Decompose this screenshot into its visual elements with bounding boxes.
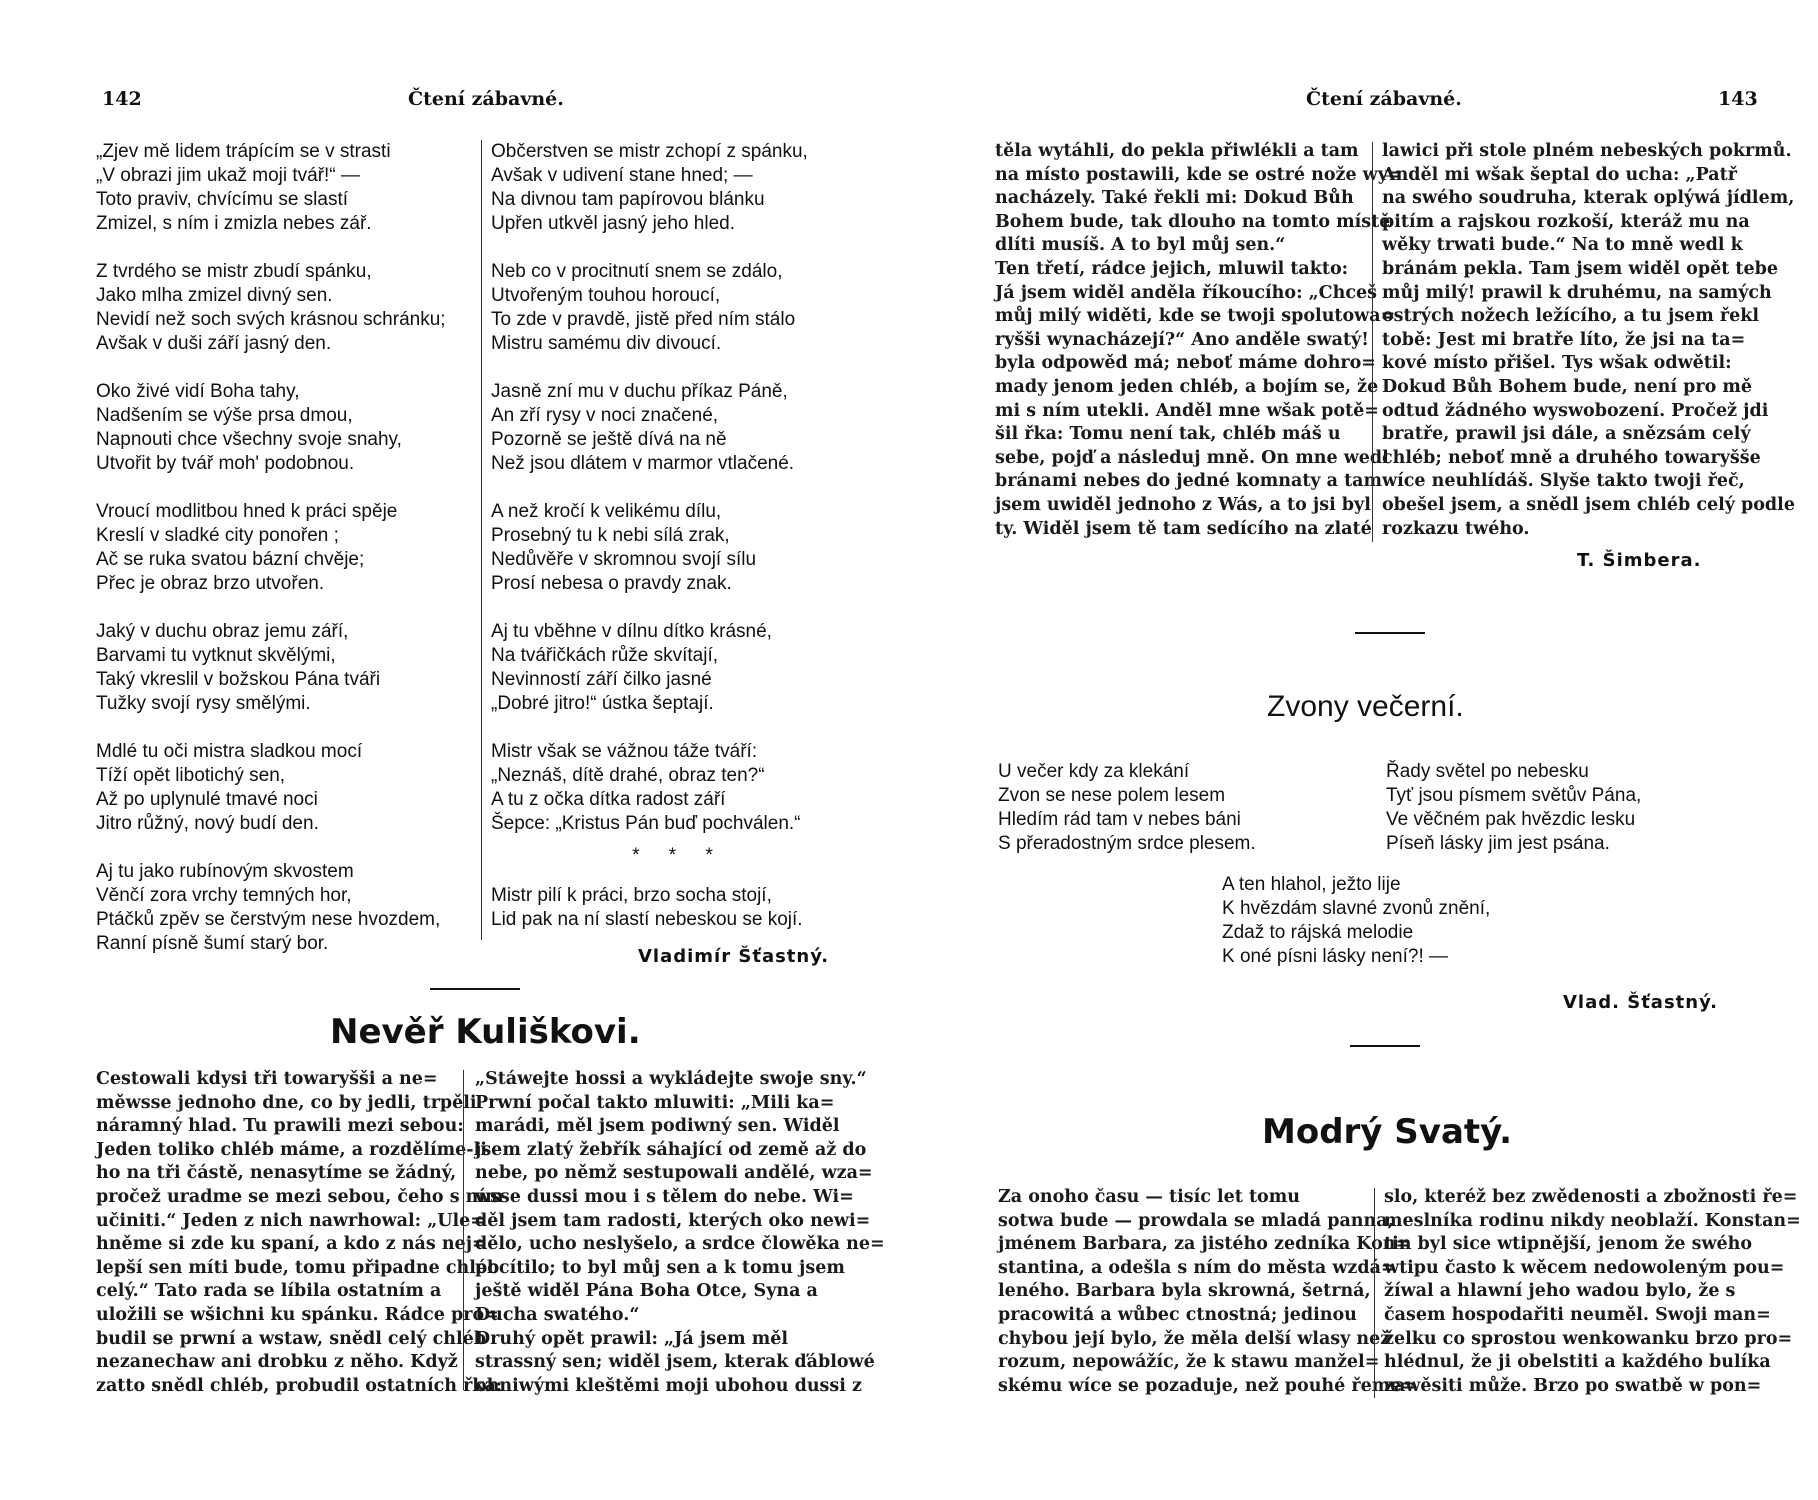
poem-line: Neb co v procitnutí snem se zdálo, xyxy=(491,261,783,282)
poem-line: Občerstven se mistr zchopí z spánku, xyxy=(491,141,808,162)
story-line: sebe, pojď a následuj mně. On mne wedl xyxy=(995,447,1389,468)
poem-line: Ptáčků zpěv se čerstvým nese hvozdem, xyxy=(96,909,441,930)
poem-line: Mistr pilí k práci, brzo socha stojí, xyxy=(491,885,772,906)
story-line: učiniti.“ Jeden z nich nawrhowal: „Ule= xyxy=(96,1210,485,1231)
story-line: ještě widěl Pána Boha Otce, Syna a xyxy=(475,1281,818,1302)
poem-line: „Zjev mě lidem trápícím se v strasti xyxy=(96,141,391,162)
story-line: můj milý widěti, kde se twoji spolutowa= xyxy=(995,306,1396,327)
story-line: chléb; neboť mně a druhého towaryšše xyxy=(1382,447,1761,468)
poem-stanza xyxy=(491,380,866,500)
poem-line: Oko živé vidí Boha tahy, xyxy=(96,381,300,402)
poem-line: Nevidí než soch svých krásnou schránku; xyxy=(96,309,446,330)
poem-line: A ten hlahol, ježto lije xyxy=(1222,874,1401,895)
story-line: želku co sprostou wenkowanku brzo pro= xyxy=(1384,1328,1793,1349)
story2-column-1 xyxy=(998,1186,1416,1398)
poem-line: Hledím rád tam v nebes báni xyxy=(998,809,1241,830)
story-line: dělo, ucho neslyšelo, a srdce člowěka ne= xyxy=(475,1234,885,1255)
poem-line: Tužky svojí rysy smělými. xyxy=(96,693,311,714)
poem-stanza xyxy=(491,740,866,836)
poem-line: Mistr však se vážnou táže tváří: xyxy=(491,741,758,762)
poem-line: Zdaž to rájská melodie xyxy=(1222,922,1414,943)
column-divider xyxy=(1372,142,1373,542)
poem-line: Tyť jsou písmem světův Pána, xyxy=(1386,785,1642,806)
story-line: ty. Widěl jsem tě tam sedícího na zlaté xyxy=(995,518,1372,539)
poem2-center-stanza xyxy=(1222,873,1490,969)
section-separator xyxy=(430,988,520,990)
poem-line: Na divnou tam papírovou blánku xyxy=(491,189,765,210)
story-column-1 xyxy=(96,1068,504,1398)
story-line: Bohem bude, tak dlouho na tomto místě xyxy=(995,211,1391,232)
right-page-number: 143 xyxy=(1718,88,1758,110)
story-line: ho na tři částě, nenasytíme se žádný, xyxy=(96,1163,457,1184)
poem2-author: Vlad. Šťastný. xyxy=(1563,992,1719,1013)
poem-line: An zří rysy v noci značené, xyxy=(491,405,719,426)
story-line: byla odpowěd má; neboť máme dohro= xyxy=(995,353,1376,374)
poem-line: Ranní písně šumí starý bor. xyxy=(96,933,329,954)
poem-line: Z tvrdého se mistr zbudí spánku, xyxy=(96,261,372,282)
story-line: náramný hlad. Tu prawili mezi sebou: xyxy=(96,1116,464,1137)
story-line: šil řka: Tomu není tak, chléb máš u xyxy=(995,424,1341,445)
story-line: Anděl mi wšak šeptal do ucha: „Patř xyxy=(1382,164,1737,185)
poem-line: Nevinností září čilko jasné xyxy=(491,669,712,690)
story-line: tin byl sice wtipnější, jenom že swého xyxy=(1384,1234,1753,1255)
story-column-2 xyxy=(475,1068,885,1398)
story-line: Za onoho času — tisíc let tomu xyxy=(998,1187,1300,1207)
section-separator xyxy=(1350,1045,1420,1047)
story-line: bránám pekla. Tam jsem widěl opět tebe xyxy=(1382,258,1778,279)
poem-line: Na tvářičkách růže skvítají, xyxy=(491,645,719,666)
story-title: Nevěř Kuliškovi. xyxy=(330,1012,641,1052)
story-line: ohniwými kleštěmi moji ubohou dussi z xyxy=(475,1375,862,1396)
story-line: žíwal a hlawní jeho wadou bylo, že s xyxy=(1384,1281,1736,1302)
story-line: wíce neuhlídáš. Slyše takto twoji řeč, xyxy=(1382,471,1745,492)
story-line: jsem zlatý žebřík sáhající od země až do xyxy=(475,1139,867,1160)
story2-title: Modrý Svatý. xyxy=(1262,1112,1513,1152)
story-line: pitím a rajskou rozkoší, kteráž mu na xyxy=(1382,211,1750,232)
story-line: mady jenom jeden chléb, a bojím se, že xyxy=(995,376,1379,397)
story-line: obešel jsem, a snědl jsem chléb celý podle xyxy=(1382,494,1795,515)
story-line: nebe, po němž sestupowali andělé, wza= xyxy=(475,1163,873,1184)
story-line: tobě: Jest mi bratře líto, že jsi na ta= xyxy=(1382,329,1746,350)
poem-line: Vroucí modlitbou hned k práci spěje xyxy=(96,501,398,522)
story-line: sotwa bude — prowdala se mladá panna, xyxy=(998,1210,1394,1231)
poem2-column-1 xyxy=(998,760,1256,856)
poem-line: Prosebný tu k nebi sílá zrak, xyxy=(491,525,730,546)
story-line: rozum, nepowážíc, že k stawu manžel= xyxy=(998,1352,1380,1373)
poem-line: K hvězdám slavné zvonů znění, xyxy=(1222,898,1491,919)
section-separator xyxy=(1355,632,1425,634)
poem-line: Přec je obraz brzo utvořen. xyxy=(96,573,325,594)
poem-line: Kreslí v sladké city ponořen ; xyxy=(96,525,339,546)
story-line: zawěsiti může. Brzo po swatbě w pon= xyxy=(1384,1375,1762,1396)
story-line: chybou její bylo, že měla delší wlasy než xyxy=(998,1328,1391,1349)
poem-stanza xyxy=(96,740,474,860)
story-line: rozkazu twého. xyxy=(1382,518,1530,539)
poem-line: Než jsou dlátem v marmor vtlačené. xyxy=(491,453,795,474)
story-line: ostrých nožech ležícího, a tu jsem řekl xyxy=(1382,306,1760,327)
story-line: lawici při stole plném nebeských pokrmů. xyxy=(1382,141,1792,161)
poem-line: Avšak v udivení stane hned; — xyxy=(491,165,753,186)
poem-line: Ač se ruka svatou bázní chvěje; xyxy=(96,549,365,570)
story-line: leného. Barbara byla skrowná, šetrná, xyxy=(998,1281,1371,1302)
asterism: * * * xyxy=(632,845,725,866)
story-line: pracowitá a wůbec ctnostná; jedinou xyxy=(998,1304,1357,1325)
poem-line: To zde v pravdě, jistě před ním stálo xyxy=(491,309,796,330)
story-line: hněme si zde ku spaní, a kdo z nás nej= xyxy=(96,1234,487,1255)
poem-stanza xyxy=(96,620,474,740)
story-line: pocítilo; to byl můj sen a k tomu jsem xyxy=(475,1257,845,1278)
poem-line: Avšak v duši září jasný den. xyxy=(96,333,332,354)
story-line: wěky trwati bude.“ Na to mně wedl k xyxy=(1382,235,1743,256)
story-continued-column-1 xyxy=(995,140,1403,541)
poem-line: „V obrazi jim ukaž moji tvář!“ — xyxy=(96,165,360,186)
poem-line: Utvořeným touhou horoucí, xyxy=(491,285,721,306)
poem-line: Mdlé tu oči mistra sladkou mocí xyxy=(96,741,363,762)
story2-column-2 xyxy=(1384,1186,1801,1398)
story-line: celý.“ Tato rada se líbila ostatním a xyxy=(96,1281,442,1302)
story-line: kové místo přišel. Tys wšak odwětil: xyxy=(1382,353,1732,374)
poem-stanza xyxy=(491,260,866,380)
poem-line: Utvořit by tvář moh' podobnou. xyxy=(96,453,355,474)
story-line: stantina, a odešla s ním do města wzdá= xyxy=(998,1257,1396,1278)
poem-stanza xyxy=(96,500,474,620)
poem-author: Vladimír Šťastný. xyxy=(638,946,830,967)
story-line: zatto snědl chléb, probudil ostatních řka: xyxy=(96,1375,503,1396)
poem-line: Lid pak na ní slastí nebeskou se kojí. xyxy=(491,909,803,930)
story-line: Ten třetí, rádce jejich, mluwil takto: xyxy=(995,258,1349,279)
poem-line: Jasně zní mu v duchu příkaz Páně, xyxy=(491,381,788,402)
poem-line: U večer kdy za klekání xyxy=(998,761,1190,782)
poem-line: Zvon se nese polem lesem xyxy=(998,785,1226,806)
poem-line: Věnčí zora vrchy temných hor, xyxy=(96,885,352,906)
story-line: slo, kteréž bez zwědenosti a zbožnosti ře= xyxy=(1384,1187,1798,1207)
poem-line: Až po uplynulé tmavé noci xyxy=(96,789,318,810)
story-line: meslníka rodinu nikdy neoblaží. Konstan= xyxy=(1384,1210,1801,1231)
story-line: Druhý opět prawil: „Já jsem měl xyxy=(475,1328,789,1349)
poem-line: A tu z očka dítka radost září xyxy=(491,789,726,810)
story-line: Prwní počal takto mluwiti: „Mili ka= xyxy=(475,1092,835,1113)
poem-line: Mistru samému div divoucí. xyxy=(491,333,722,354)
right-running-head: Čtení zábavné. xyxy=(1306,88,1462,110)
story-line: „Stáwejte hossi a wykládejte swoje sny.“ xyxy=(475,1069,867,1089)
story-line: Ducha swatého.“ xyxy=(475,1304,640,1325)
story-line: jsem uwiděl jednoho z Wás, a to jsi byl xyxy=(995,494,1371,515)
poem-line: Pozorně se ještě dívá na ně xyxy=(491,429,727,450)
story-line: hlédnul, že ji obelstiti a každého bulíka xyxy=(1384,1352,1771,1373)
left-running-head: Čtení zábavné. xyxy=(408,88,564,110)
poem-line: Barvami tu vytknut skvělými, xyxy=(96,645,336,666)
story-line: budil se prwní a wstaw, snědl celý chléb xyxy=(96,1328,487,1349)
poem-line: Napnouti chce všechny svoje snahy, xyxy=(96,429,402,450)
story-line: Já jsem widěl anděla říkoucího: „Chceš xyxy=(995,282,1377,303)
poem-line: Zmizel, s ním i zmizla nebes zář. xyxy=(96,213,372,234)
story-line: jménem Barbara, za jistého zedníka Kon= xyxy=(998,1234,1411,1255)
poem-stanza xyxy=(96,380,474,500)
poem-line: Nedůvěře v skromnou svojí sílu xyxy=(491,549,757,570)
story-line: wsse dussi mou i s tělem do nebe. Wi= xyxy=(475,1186,854,1207)
poem-line: Jaký v duchu obraz jemu září, xyxy=(96,621,349,642)
story-line: nezanechaw ani drobku z něho. Když xyxy=(96,1352,458,1373)
story-line: skému wíce se pozaduje, než pouhé řeme= xyxy=(998,1375,1417,1396)
poem-line: Řady světel po nebesku xyxy=(1386,761,1589,782)
poem-line: Nadšením se výše prsa dmou, xyxy=(96,405,353,426)
poem-line: A než kročí k velikému dílu, xyxy=(491,501,722,522)
story-line: wtipu často k wěcem nedowoleným pou= xyxy=(1384,1257,1785,1278)
story-line: Jeden toliko chléb máme, a rozdělíme-li xyxy=(96,1139,487,1160)
poem-line: Taký vkreslil v božskou Pána tváři xyxy=(96,669,381,690)
poem-line: Aj tu jako rubínovým skvostem xyxy=(96,861,354,882)
poem-stanza xyxy=(96,860,474,956)
story-line: bratře, prawil jsi dále, a snězsám celý xyxy=(1382,424,1751,445)
poem-line: Ve věčném pak hvězdic lesku xyxy=(1386,809,1636,830)
poem-line: Jako mlha zmizel divný sen. xyxy=(96,285,333,306)
poem-line: „Dobré jitro!“ ústka šeptají. xyxy=(491,693,714,714)
story-line: můj milý! prawil k druhému, na samých xyxy=(1382,282,1772,303)
story-line: Cestowali kdysi tři towaryšši a ne= xyxy=(96,1069,438,1089)
story-line: uložili se wšichni ku spánku. Rádce pro= xyxy=(96,1304,499,1325)
story-line: odtud žádného wyswobození. Pročež jdi xyxy=(1382,400,1769,421)
poem-line: Toto praviv, chvícímu se slastí xyxy=(96,189,349,210)
story-line: Dokud Bůh Bohem bude, není pro mě xyxy=(1382,376,1752,397)
story-line: těla wytáhli, do pekla přiwlékli a tam xyxy=(995,141,1359,161)
poem-line: K oné písni lásky není?! — xyxy=(1222,946,1449,967)
poem-line: Upřen utkvěl jasný jeho hled. xyxy=(491,213,735,234)
story-line: marádi, měl jsem podiwný sen. Widěl xyxy=(475,1116,840,1137)
story-line: lepší sen míti bude, tomu připadne chléb xyxy=(96,1257,500,1278)
story-line: pročež uradme se mezi sebou, čeho s ním xyxy=(96,1186,504,1207)
poem-line: „Neznáš, dítě drahé, obraz ten?“ xyxy=(491,765,765,786)
story-author: T. Šimbera. xyxy=(1577,550,1702,571)
poem-line: Aj tu vběhne v dílnu dítko krásné, xyxy=(491,621,772,642)
poem-column-2 xyxy=(491,140,866,932)
column-divider xyxy=(481,140,482,940)
story-line: strassný sen; widěl jsem, kterak ďáblowé xyxy=(475,1352,875,1373)
poem-column-1 xyxy=(96,140,474,956)
column-divider xyxy=(463,1070,464,1390)
poem-stanza xyxy=(96,140,474,260)
poem-line: Prosí nebesa o pravdy znak. xyxy=(491,573,732,594)
story-line: ryšši wynacházejí?“ Ano anděle swatý! xyxy=(995,329,1369,350)
story-line: mi s ním utekli. Anděl mne wšak potě= xyxy=(995,400,1379,421)
poem-line: Jitro růžný, nový budí den. xyxy=(96,813,319,834)
story-line: měwsse jednoho dne, co by jedli, trpěli xyxy=(96,1092,477,1113)
poem-stanza xyxy=(491,500,866,620)
story-line: děl jsem tam radosti, kterých oko newi= xyxy=(475,1210,871,1231)
poem-line: Píseň lásky jim jest psána. xyxy=(1386,833,1610,854)
story-line: časem hospodařiti neuměl. Swoji man= xyxy=(1384,1304,1771,1325)
poem2-title: Zvony večerní. xyxy=(1267,690,1464,723)
story-line: na místo postawili, kde se ostré nože wy= xyxy=(995,164,1403,185)
poem-line: S přeradostným srdce plesem. xyxy=(998,833,1256,854)
poem-stanza xyxy=(491,140,866,260)
story-line: bránami nebes do jedné komnaty a tam xyxy=(995,471,1383,492)
story-line: dlíti musíš. A to byl můj sen.“ xyxy=(995,235,1286,256)
story-line: nacházely. Také řekli mi: Dokud Bůh xyxy=(995,188,1354,209)
left-page-number: 142 xyxy=(102,88,142,110)
poem-line: Šepce: „Kristus Pán buď pochválen.“ xyxy=(491,813,801,834)
poem-stanza xyxy=(96,260,474,380)
story-continued-column-2 xyxy=(1382,140,1795,541)
poem2-column-2 xyxy=(1386,760,1641,856)
story-line: na swého soudruha, kterak oplýwá jídlem, xyxy=(1382,188,1795,209)
poem-line: Tíží opět libotichý sen, xyxy=(96,765,286,786)
poem-stanza xyxy=(491,620,866,740)
column-divider xyxy=(1374,1188,1375,1398)
